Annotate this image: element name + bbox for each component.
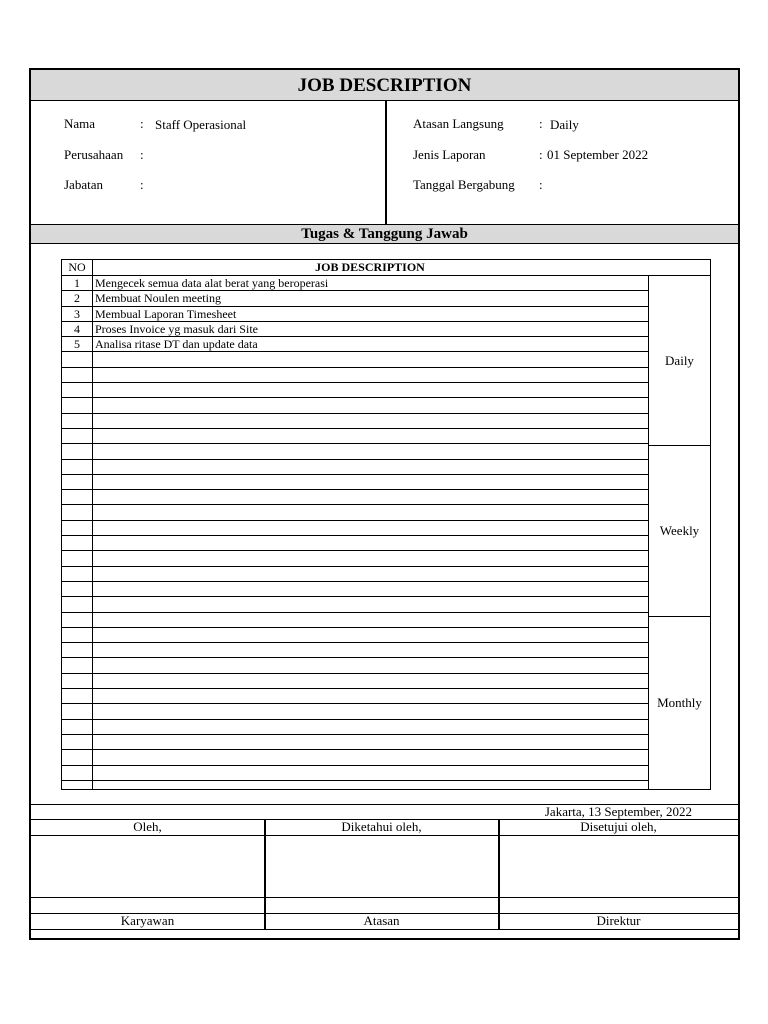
task-rows bbox=[62, 276, 648, 781]
table-row bbox=[62, 368, 648, 383]
table-row bbox=[62, 735, 648, 750]
frequency-monthly: Monthly bbox=[657, 695, 702, 710]
signature-column-atasan bbox=[265, 820, 498, 930]
info-colon: : bbox=[140, 147, 144, 162]
table-row bbox=[62, 689, 648, 704]
table-row bbox=[62, 414, 648, 429]
table-row bbox=[62, 674, 648, 689]
table-row bbox=[62, 429, 648, 444]
task-number: 2 bbox=[74, 291, 80, 306]
signature-space bbox=[499, 836, 738, 898]
place-date: Jakarta, 13 September, 2022 bbox=[544, 804, 692, 819]
no-column-line bbox=[92, 276, 93, 789]
signature-footer: Direktur bbox=[499, 914, 738, 930]
info-value-jenis-laporan: 01 September 2022 bbox=[547, 147, 649, 162]
info-value-nama: Staff Operasional bbox=[155, 117, 247, 132]
info-colon: : bbox=[539, 147, 543, 162]
signature-header: Oleh, bbox=[31, 820, 264, 836]
info-label: Tanggal Bergabung bbox=[413, 177, 515, 192]
info-colon: : bbox=[539, 116, 543, 131]
table-row bbox=[62, 613, 648, 628]
info-colon: : bbox=[140, 116, 144, 131]
info-colon: : bbox=[539, 177, 543, 192]
signature-gap bbox=[499, 898, 738, 914]
signature-footer: Atasan bbox=[265, 914, 498, 930]
table-row bbox=[62, 597, 648, 612]
info-value-atasan: Daily bbox=[550, 117, 579, 132]
task-number: 1 bbox=[74, 276, 80, 290]
table-row bbox=[62, 720, 648, 735]
table-row bbox=[62, 643, 648, 658]
signature-space bbox=[265, 836, 498, 898]
table-row bbox=[62, 536, 648, 551]
table-row bbox=[62, 766, 648, 781]
info-colon: : bbox=[140, 177, 144, 192]
task-number: 3 bbox=[74, 306, 80, 321]
signature-space bbox=[31, 836, 264, 898]
signature-column-karyawan bbox=[31, 820, 264, 930]
task-description: Proses Invoice yg masuk dari Site bbox=[95, 321, 258, 336]
table-row bbox=[62, 567, 648, 582]
header-job-description: JOB DESCRIPTION bbox=[315, 260, 425, 274]
table-row bbox=[62, 291, 648, 306]
table-row bbox=[62, 398, 648, 413]
task-number: 4 bbox=[74, 321, 80, 336]
job-description-form bbox=[29, 68, 740, 940]
info-label: Jenis Laporan bbox=[413, 147, 486, 162]
table-row bbox=[62, 750, 648, 765]
table-row bbox=[62, 383, 648, 398]
frequency-daily: Daily bbox=[649, 276, 710, 446]
signature-gap bbox=[265, 898, 498, 914]
signature-gap bbox=[31, 898, 264, 914]
form-title: JOB DESCRIPTION bbox=[31, 70, 738, 101]
task-table bbox=[61, 259, 711, 790]
frequency-column bbox=[648, 276, 710, 789]
table-row bbox=[62, 628, 648, 643]
signature-header: Diketahui oleh, bbox=[265, 820, 498, 836]
task-description: Membuat Noulen meeting bbox=[95, 291, 221, 306]
header-no: NO bbox=[68, 260, 86, 274]
table-row bbox=[62, 582, 648, 597]
table-row bbox=[62, 322, 648, 337]
table-row bbox=[62, 505, 648, 520]
table-row bbox=[62, 490, 648, 505]
table-row bbox=[62, 352, 648, 367]
table-row bbox=[62, 704, 648, 719]
place-date-row bbox=[31, 804, 738, 820]
section-title: Tugas & Tanggung Jawab bbox=[31, 224, 738, 244]
table-row bbox=[62, 444, 648, 459]
table-row bbox=[62, 551, 648, 566]
signature-grid bbox=[31, 820, 738, 930]
info-divider bbox=[385, 101, 387, 225]
info-label: Atasan Langsung bbox=[413, 116, 504, 131]
frequency-weekly: Weekly bbox=[649, 446, 710, 617]
table-row bbox=[62, 307, 648, 322]
task-description: Membual Laporan Timesheet bbox=[95, 306, 237, 321]
table-row bbox=[62, 460, 648, 475]
info-label: Jabatan bbox=[64, 177, 103, 192]
table-row bbox=[62, 276, 648, 291]
table-header bbox=[62, 260, 710, 276]
table-row bbox=[62, 658, 648, 673]
task-description: Mengecek semua data alat berat yang beroperasi bbox=[95, 276, 329, 290]
task-number: 5 bbox=[74, 337, 80, 352]
info-label: Perusahaan bbox=[64, 147, 124, 162]
signature-footer: Karyawan bbox=[31, 914, 264, 930]
signature-column-direktur bbox=[499, 820, 738, 930]
info-section bbox=[31, 101, 738, 225]
task-description: Analisa ritase DT dan update data bbox=[95, 337, 258, 352]
table-row bbox=[62, 521, 648, 536]
info-label: Nama bbox=[64, 116, 96, 131]
signature-header: Disetujui oleh, bbox=[499, 820, 738, 836]
table-row bbox=[62, 475, 648, 490]
table-row bbox=[62, 337, 648, 352]
